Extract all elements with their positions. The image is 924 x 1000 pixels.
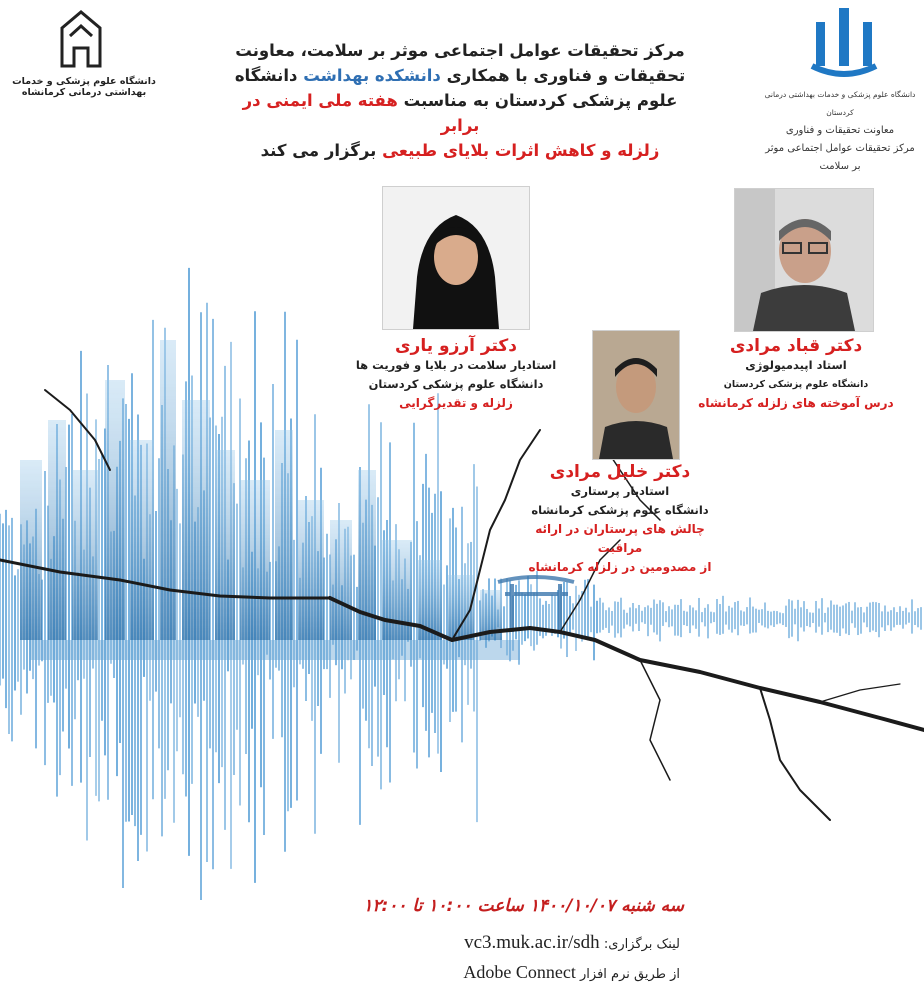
meeting-link-url[interactable]: vc3.muk.ac.ir/sdh <box>464 932 600 953</box>
speaker-name: دکتر آرزو یاری <box>394 336 518 356</box>
kermanshah-university-logo <box>58 8 104 70</box>
meeting-software-name: Adobe Connect <box>463 962 576 982</box>
speaker-topic-line-2: از مصدومین در زلزله کرمانشاه <box>528 560 712 574</box>
event-datetime: سه شنبه ۱۴۰۰/۱۰/۰۷ ساعت ۱۰:۰۰ تا ۱۲:۰۰ <box>363 896 684 916</box>
speaker-topic-line-1: چالش های پرستاران در ارائه مراقبت <box>535 522 705 555</box>
speaker-card-arezoo-yari <box>340 336 572 413</box>
speaker-name: دکتر قباد مرادی <box>729 336 863 356</box>
header-line-2-highlight: دانشکده بهداشت <box>303 66 441 85</box>
speaker-card-khalil-moradi <box>512 462 728 577</box>
speaker-affiliation: دانشگاه علوم پزشکی کردستان <box>723 379 869 390</box>
header-line-4-part-b: برگزار می کند <box>260 141 377 160</box>
speaker-title: استادیار پرستاری <box>570 484 670 498</box>
kurdistan-university-logo <box>808 4 880 82</box>
right-logo-caption-deputy: معاونت تحقیقات و فناوری <box>785 125 895 136</box>
speaker-name: دکتر خلیل مرادی <box>549 462 691 482</box>
speaker-photo-arezoo-yari <box>382 186 530 330</box>
meeting-software-label: از طریق نرم افزار <box>580 967 680 982</box>
speaker-topic: زلزله و تقدیرگرایی <box>399 396 513 410</box>
header-line-3 <box>230 88 690 138</box>
speaker-title: استادیار سلامت در بلایا و فوریت ها <box>355 358 557 372</box>
speaker-affiliation: دانشگاه علوم پزشکی کرمانشاه <box>531 503 709 517</box>
right-logo-caption-university: دانشگاه علوم پزشکی و خدمات بهداشتی درمانی کردستان <box>764 90 916 117</box>
header-line-4-highlight: زلزله و کاهش اثرات بلایای طبیعی <box>382 141 660 160</box>
header-line-2-part-c: دانشگاه <box>234 66 298 85</box>
meeting-link-label: لینک برگزاری: <box>603 937 680 952</box>
header-line-2 <box>230 63 690 88</box>
speaker-affiliation: دانشگاه علوم پزشکی کردستان <box>368 377 544 391</box>
right-logo-caption-center: مرکز تحقیقات عوامل اجتماعی موثر بر سلامت <box>765 143 915 172</box>
right-logo-captions <box>760 86 920 176</box>
speaker-title: استاد اپیدمیولوژی <box>745 358 847 372</box>
meeting-software-row <box>463 962 680 983</box>
header-line-3-part-a: علوم پزشکی کردستان به مناسبت <box>403 91 678 110</box>
meeting-link-row <box>464 932 680 954</box>
left-logo-caption: دانشگاه علوم پزشکی و خدمات بهداشتی درمانی کرمانشاه <box>12 76 156 98</box>
header-line-4 <box>230 138 690 163</box>
speaker-topic: درس آموخته های زلزله کرمانشاه <box>698 396 894 410</box>
speaker-card-ghobad-moradi <box>678 336 914 413</box>
speaker-photo-ghobad-moradi <box>734 188 874 332</box>
header-line-2-part-a: تحقیقات و فناوری با همکاری <box>446 66 686 85</box>
event-header <box>230 38 690 163</box>
header-line-1: مرکز تحقیقات عوامل اجتماعی موثر بر سلامت، معاونت <box>235 41 685 60</box>
header-line-3-highlight: هفته ملی ایمنی در برابر <box>242 91 480 135</box>
speaker-photo-khalil-moradi <box>592 330 680 460</box>
